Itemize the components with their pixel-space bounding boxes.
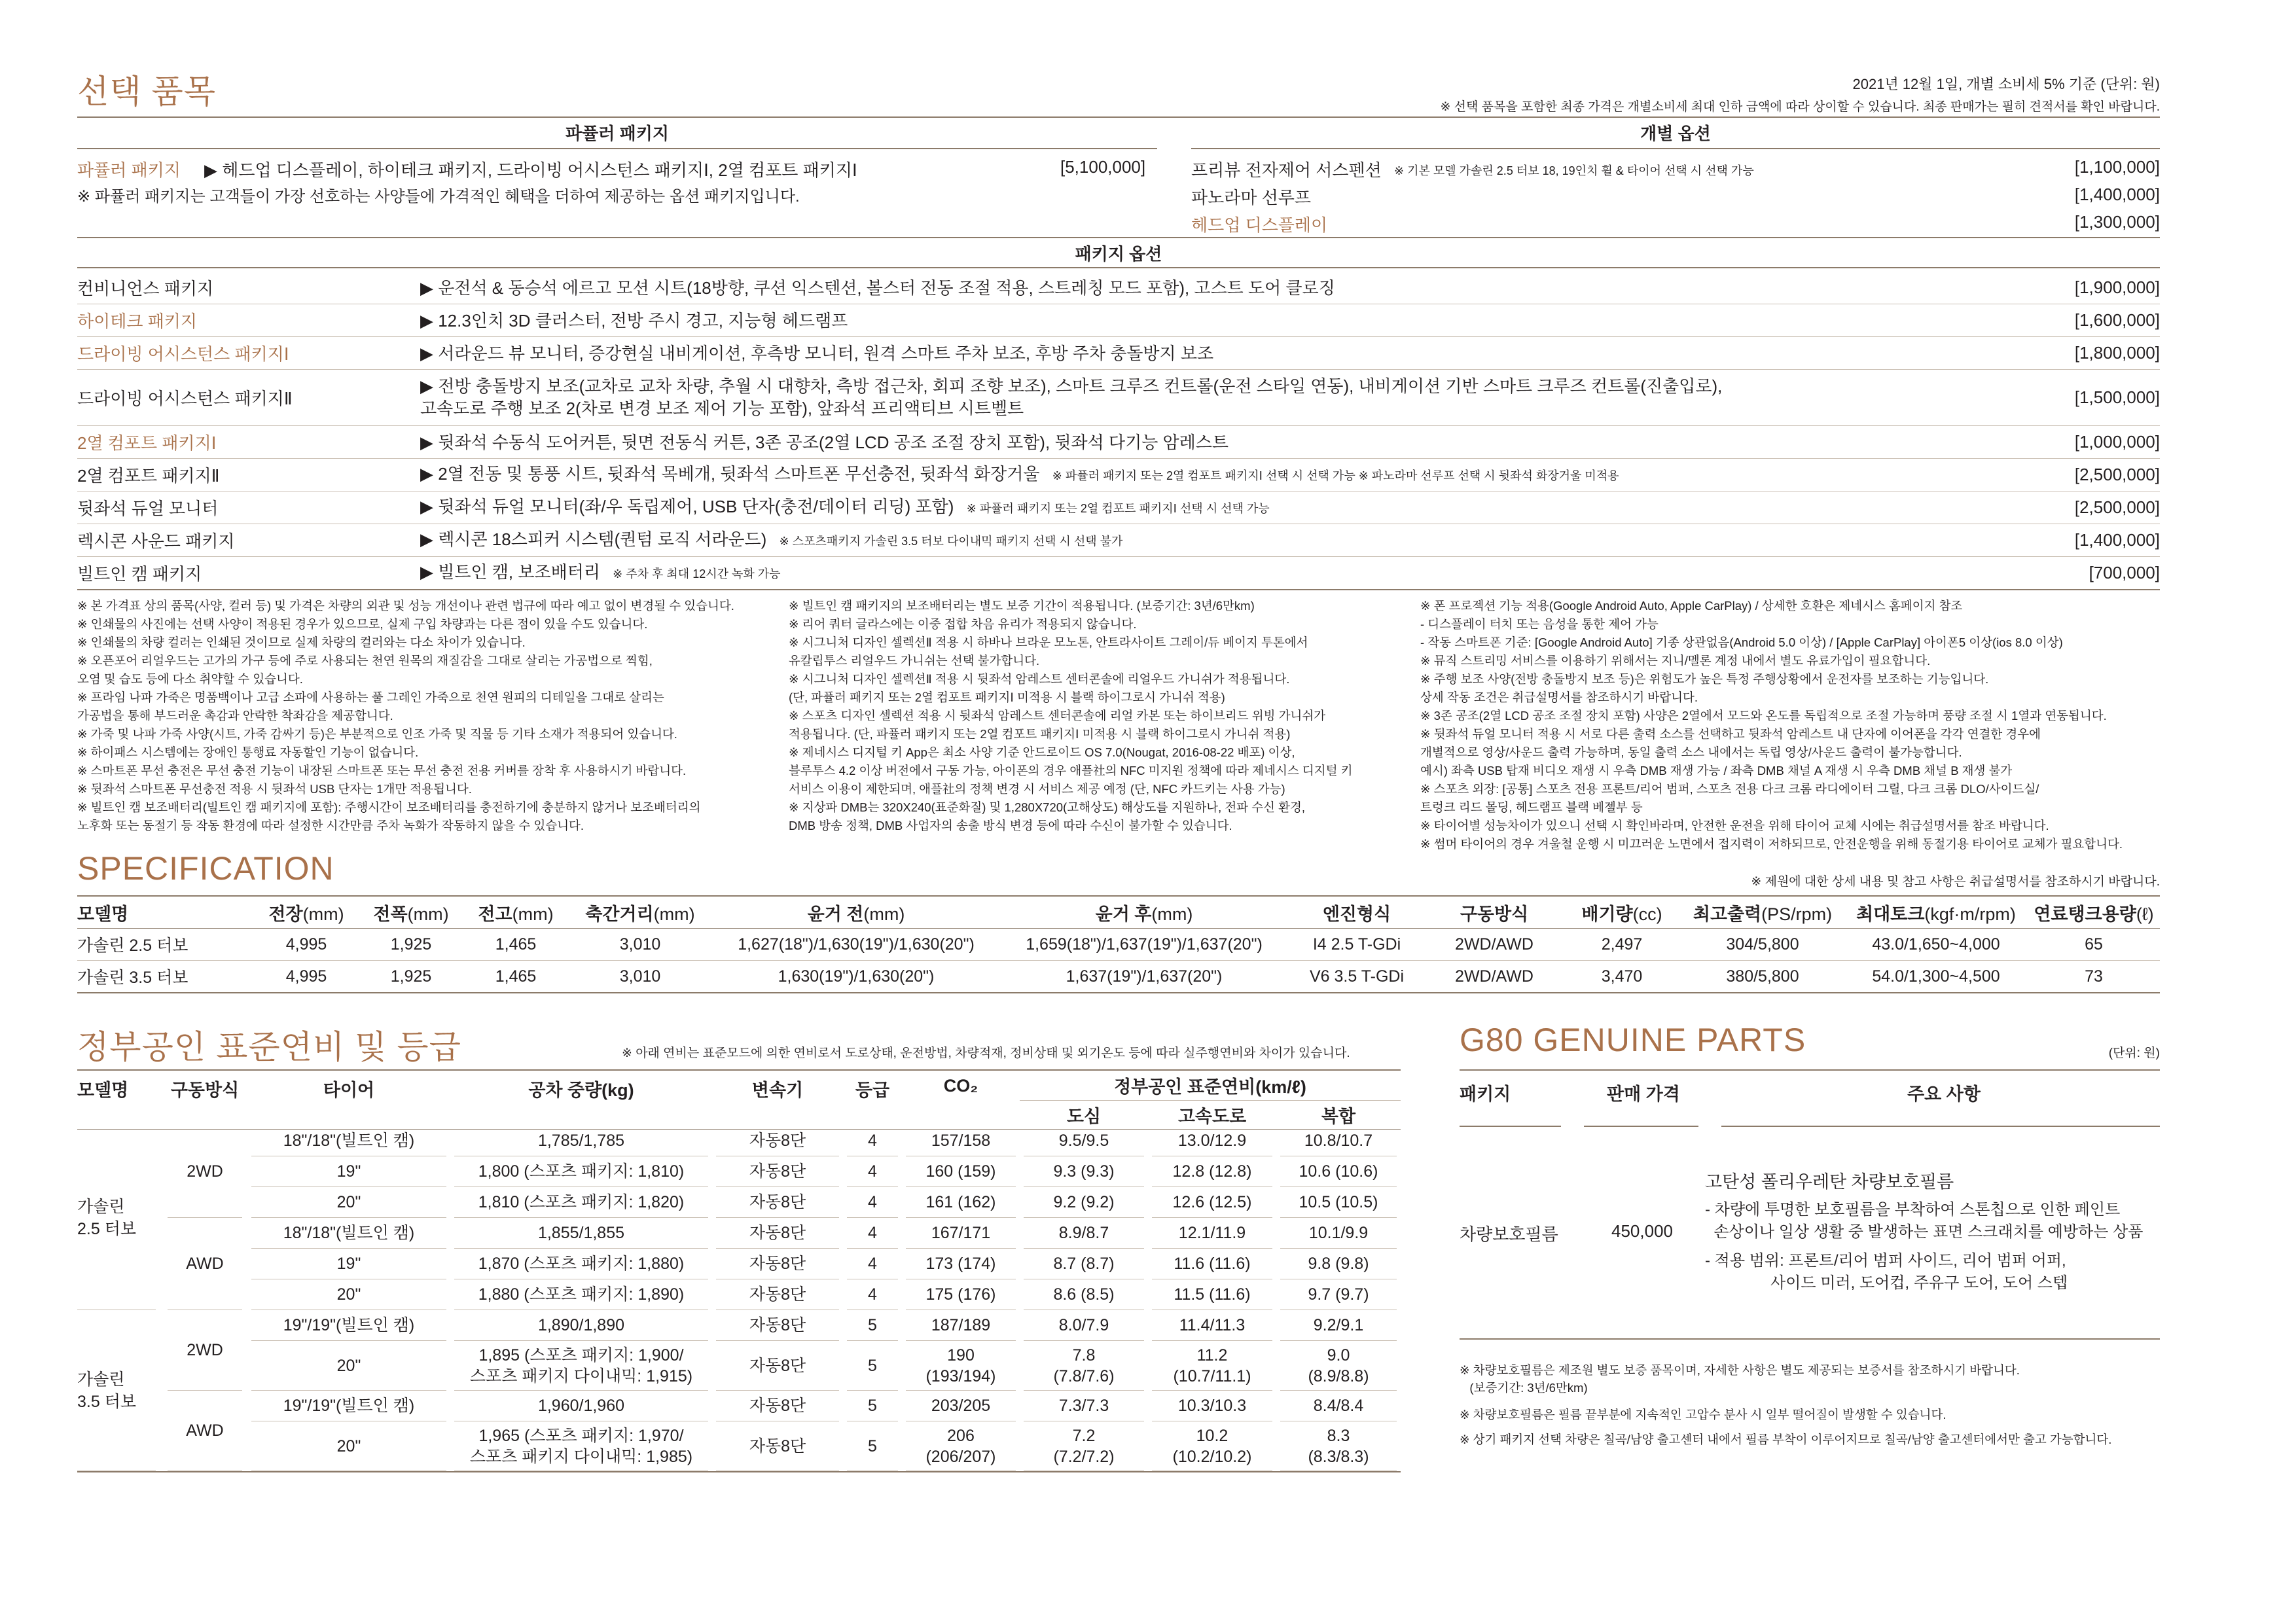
parts-note: ※ 차량보호필름은 필름 끝부분에 지속적인 고압수 분사 시 일부 떨어질이 발생할 수 있습니다. [1460,1408,1946,1421]
package-row [77,426,2160,458]
spec-header: 전장(mm) [254,896,359,929]
spec-cell: 가솔린 2.5 터보 [77,929,254,961]
spec-cell: 304/5,800 [1681,929,1844,961]
fuel-title: 정부공인 표준연비 및 등급 [77,1029,461,1065]
individual-item-price: [1,300,000] [2074,212,2160,232]
fuel-cell-combined: 9.0 (8.9/8.8) [1280,1341,1397,1391]
package-desc: ▶ 12.3인치 3D 클러스터, 전방 주시 경고, 지능형 헤드램프 [420,310,848,330]
fuel-cell-trans: 자동8단 [716,1279,839,1310]
spec-cell: 4,995 [254,961,359,993]
fuel-cell-combined: 8.4/8.4 [1280,1391,1397,1421]
package-price: [2,500,000] [2074,497,2160,517]
package-price: [1,800,000] [2074,343,2160,363]
package-name: 드라이빙 어시스턴스 패키지Ⅰ [77,344,289,364]
packages-heading: 패키지 옵션 [1075,244,1162,264]
fuel-cell-trans: 자동8단 [716,1126,839,1156]
individual-item-name: 헤드업 디스플레이 [1191,215,1328,235]
fuel-cell-weight: 1,785/1,785 [454,1126,708,1156]
fuel-cell-city: 7.3/7.3 [1024,1391,1144,1421]
fuel-header: 고속도로 [1148,1100,1276,1129]
fuel-cell-highway: 12.6 (12.5) [1152,1187,1272,1218]
fuel-cell-co2: 190 (193/194) [906,1341,1016,1391]
package-desc: ▶ 빌트인 캠, 보조배터리 [420,562,600,582]
parts-detail-1: - 차량에 투명한 보호필름을 부착하여 스톤칩으로 인한 페인트 손상이나 일상 생활 중 발생하는 표면 스크래치를 예방하는 상품 [1705,1201,2144,1241]
fuel-cell-trans: 자동8단 [716,1218,839,1249]
spec-header: 구동방식 [1426,896,1563,929]
parts-detail-2: - 적용 범위: 프론트/리어 범퍼 사이드, 리어 범퍼 어퍼, 사이드 미러, 도어컵, 주유구 도어, 도어 스텝 [1705,1252,2068,1292]
fuel-cell-city: 9.2 (9.2) [1024,1187,1144,1218]
fuel-cell-tire: 20" [251,1421,446,1471]
package-desc: ▶ 뒷좌석 수동식 도어커튼, 뒷면 전동식 커튼, 3존 공조(2열 LCD 공조 조절 장치 포함), 뒷좌석 다기능 암레스트 [420,432,1229,452]
fuel-cell-weight: 1,960/1,960 [454,1391,708,1421]
spec-header: 엔진형식 [1288,896,1426,929]
fuel-cell-highway: 10.2 (10.2/10.2) [1152,1421,1272,1471]
package-desc: ▶ 뒷좌석 듀얼 모니터(좌/우 독립제어, USB 단자(충전/데이터 리딩) 포함) [420,497,954,516]
package-row [77,459,2160,491]
package-row [77,491,2160,524]
fuel-header: 구동방식 [162,1070,247,1129]
spec-cell: 1,925 [359,929,463,961]
fuel-drive: 2WD [168,1310,242,1391]
fuel-cell-highway: 11.2 (10.7/11.1) [1152,1341,1272,1391]
fuel-cell-highway: 12.8 (12.8) [1152,1156,1272,1187]
spec-table [77,895,2160,993]
fuel-cell-weight: 1,855/1,855 [454,1218,708,1249]
fuel-cell-co2: 161 (162) [906,1187,1016,1218]
fuel-cell-trans: 자동8단 [716,1391,839,1421]
package-desc: ▶ 서라운드 뷰 모니터, 증강현실 내비게이션, 후측방 모니터, 원격 스마트 주차 보조, 후방 주차 충돌방지 보조 [420,343,1214,363]
package-price: [1,900,000] [2074,277,2160,297]
spec-header: 윤거 후(mm) [1000,896,1288,929]
fuel-bottom-rule [77,1471,1401,1472]
individual-item-name: 프리뷰 전자제어 서스펜션 [1191,160,1382,180]
spec-cell: 1,630(19")/1,630(20") [712,961,1000,993]
fuel-cell-tire: 18"/18"(빌트인 캠) [251,1218,446,1249]
spec-cell: 1,925 [359,961,463,993]
fuel-cell-highway: 12.1/11.9 [1152,1218,1272,1249]
package-note: ※ 파퓰러 패키지 또는 2열 컴포트 패키지Ⅰ 선택 시 선택 가능 ※ 파노라마 선루프 선택 시 뒷좌석 화장거울 미적용 [1052,469,1619,482]
fuel-cell-co2: 160 (159) [906,1156,1016,1187]
fuel-cell-city: 8.0/7.9 [1024,1310,1144,1341]
fuel-header: 등급 [843,1070,902,1129]
fuel-cell-weight: 1,895 (스포츠 패키지: 1,900/ 스포츠 패키지 다이내믹: 1,915) [454,1341,708,1391]
divider [77,116,2160,118]
fuel-cell-weight: 1,810 (스포츠 패키지: 1,820) [454,1187,708,1218]
package-name: 뒷좌석 듀얼 모니터 [77,499,219,518]
fuel-cell-city: 9.3 (9.3) [1024,1156,1144,1187]
package-name: 하이테크 패키지 [77,312,198,331]
package-note: ※ 주차 후 최대 12시간 녹화 가능 [613,567,781,580]
spec-cell: 2WD/AWD [1426,929,1563,961]
spec-cell: 1,465 [463,961,568,993]
individual-item-price: [1,100,000] [2074,157,2160,177]
package-desc: ▶ 전방 충돌방지 보조(교차로 교차 차량, 추월 시 대향차, 측방 접근차, 회피 조향 보조), 스마트 크루즈 컨트롤(운전 스타일 연동), 내비게이션 기반 스마트 크루즈 컨트롤(진출입로), 고속도로 주행 보조 2(차로 변경 보조 제어 기능 포함), 앞좌석 프리액티브 시트벨트 [420,376,1723,418]
fuel-cell-co2: 203/205 [906,1391,1016,1421]
fuel-cell-trans: 자동8단 [716,1310,839,1341]
spec-header: 전폭(mm) [359,896,463,929]
fuel-header: 타이어 [247,1070,450,1129]
popular-note: ※ 파퓰러 패키지는 고객들이 가장 선호하는 사양들에 가격적인 혜택을 더하여 제공하는 옵션 패키지입니다. [77,188,800,205]
parts-detail-title: 고탄성 폴리우레탄 차량보호필름 [1705,1172,1954,1192]
fuel-drive: AWD [168,1218,242,1310]
fuel-cell-highway: 10.3/10.3 [1152,1391,1272,1421]
popular-price: [5,100,000] [1060,157,1146,177]
fuel-cell-grade: 4 [847,1279,898,1310]
spec-cell: 3,010 [568,961,712,993]
spec-header: 축간거리(mm) [568,896,712,929]
individual-heading: 개별 옵션 [1640,124,1711,143]
package-row [77,337,2160,369]
fuel-drive: 2WD [168,1126,242,1218]
fuel-cell-weight: 1,880 (스포츠 패키지: 1,890) [454,1279,708,1310]
fuel-cell-tire: 20" [251,1279,446,1310]
fuel-cell-combined: 10.1/9.9 [1280,1218,1397,1249]
fuel-cell-grade: 4 [847,1156,898,1187]
fuel-header: 정부공인 표준연비(km/ℓ) [1020,1070,1401,1100]
page-title: 선택 품목 [77,73,217,110]
fuel-cell-grade: 5 [847,1341,898,1391]
date-note: 2021년 12월 1일, 개별 소비세 5% 기준 (단위: 원) [1852,76,2160,92]
spec-note: ※ 제원에 대한 상세 내용 및 참고 사항은 취급설명서를 참조하시기 바랍니다. [1751,875,2160,889]
individual-item-price: [1,400,000] [2074,185,2160,204]
spec-cell: 2,497 [1563,929,1681,961]
spec-cell: 54.0/1,300~4,500 [1844,961,2028,993]
package-name: 드라이빙 어시스턴스 패키지Ⅱ [77,388,293,408]
parts-header: 주요 사항 [1907,1084,1981,1104]
parts-item-price: 450,000 [1611,1221,1673,1241]
fuel-cell-combined: 9.2/9.1 [1280,1310,1397,1341]
package-row [77,370,2160,424]
popular-desc: ▶ 헤드업 디스플레이, 하이테크 패키지, 드라이빙 어시스턴스 패키지Ⅰ, 2열 컴포트 패키지Ⅰ [204,160,857,180]
fuel-cell-highway: 11.5 (11.6) [1152,1279,1272,1310]
fuel-cell-grade: 5 [847,1421,898,1471]
spec-cell: 1,627(18")/1,630(19")/1,630(20") [712,929,1000,961]
package-name: 렉시콘 사운드 패키지 [77,531,235,551]
parts-item-name: 차량보호필름 [1460,1224,1558,1244]
fuel-cell-highway: 11.4/11.3 [1152,1310,1272,1341]
table-row [77,961,2160,993]
fuel-cell-tire: 20" [251,1341,446,1391]
fuel-cell-city: 9.5/9.5 [1024,1126,1144,1156]
spec-cell: 3,010 [568,929,712,961]
table-row [77,929,2160,961]
parts-header: 패키지 [1460,1084,1511,1104]
spec-cell: 73 [2028,961,2160,993]
fuel-cell-tire: 19" [251,1249,446,1279]
fuel-cell-city: 8.7 (8.7) [1024,1249,1144,1279]
spec-cell: 2WD/AWD [1426,961,1563,993]
fuel-model: 가솔린 2.5 터보 [77,1126,156,1310]
package-price: [1,500,000] [2074,387,2160,407]
package-price: [1,600,000] [2074,310,2160,330]
fuel-header: 도심 [1020,1100,1148,1129]
divider [77,589,2160,590]
package-name: 2열 컴포트 패키지Ⅱ [77,466,220,486]
spec-header: 연료탱크용량(ℓ) [2028,896,2160,929]
parts-header: 판매 가격 [1607,1084,1680,1104]
fuel-cell-tire: 19"/19"(빌트인 캠) [251,1310,446,1341]
fuel-note: ※ 아래 연비는 표준모드에 의한 연비로서 도로상태, 운전방법, 차량적재, 정비상태 및 외기온도 등에 따라 실주행연비와 차이가 있습니다. [622,1046,1350,1060]
parts-note: ※ 상기 패키지 선택 차량은 칠곡/남양 출고센터 내에서 필름 부착이 이루어지므로 칠곡/남양 출고센터에서만 출고 가능합니다. [1460,1433,2112,1446]
package-price: [1,400,000] [2074,530,2160,550]
fuel-cell-combined: 9.7 (9.7) [1280,1279,1397,1310]
fuel-cell-combined: 10.6 (10.6) [1280,1156,1397,1187]
package-row [77,557,2160,589]
popular-name: 파퓰러 패키지 [77,160,181,180]
fuel-header: 복합 [1276,1100,1401,1129]
package-row [77,304,2160,336]
package-note: ※ 파퓰러 패키지 또는 2열 컴포트 패키지Ⅰ 선택 시 선택 가능 [966,502,1270,515]
spec-header: 최고출력(PS/rpm) [1681,896,1844,929]
price-note: ※ 선택 품목을 포함한 최종 가격은 개별소비세 최대 인하 금액에 따라 상이할 수 있습니다. 최종 판매가는 필히 견적서를 확인 바랍니다. [1440,100,2160,114]
fuel-model: 가솔린 3.5 터보 [77,1310,156,1471]
fuel-cell-grade: 4 [847,1218,898,1249]
footnotes-col-2: ※ 빌트인 캠 패키지의 보조배터리는 별도 보증 기간이 적용됩니다. (보증기간: 3년/6만km) ※ 리어 쿼터 글라스에는 이중 접합 차음 유리가 적용되지 않습니다. ※ 시그니처 디자인 셀렉션Ⅱ 적용 시 하바나 브라운 모노톤, 안트라사이트 그레이/듀 베이지 투톤에서 유칼립투스 리얼우드 가니쉬는 선택 불가합니다. ※ 시그니처 디자인 셀렉션Ⅱ 적용 시 뒷좌석 암레스트 센터콘솔에 리얼우드 가니쉬가 적용됩니다. (단, 파퓰러 패키지 또는 2열 컴포트 패키지Ⅰ 미적용 시 블랙 하이그로시 가니쉬 적용) ※ 스포츠 디자인 셀렉션 적용 시 뒷좌석 암레스트 센터콘솔에 리얼 카본 또는 하이브리드 위빙 가니쉬가 적용됩니다. (단, 파퓰러 패키지 또는 2열 컴포트 패키지Ⅰ 미적용 시 블랙 하이그로시 가니쉬 적용) ※ 제네시스 디지털 키 App은 최소 사양 기준 안드로이드 OS 7.0(Nougat, 2016-08-22 배포) 이상, 블루투스 4.2 이상 버전에서 구동 가능, 아이폰의 경우 애플社의 NFC 미지원 정책에 따라 제네시스 디지털 키 서비스 이용이 제한되며, 애플社의 정책 변경 시 서비스 제공 예정 (단, NFC 카드키는 사용 가능) ※ 지상파 DMB는 320X240(표준화질) 및 1,280X720(고해상도) 해상도를 지원하나, 전파 수신 환경, DMB 방송 정책, DMB 사업자의 송출 방식 변경 등에 따라 수신이 불가할 수 있습니다. [789,599,1353,832]
fuel-cell-co2: 157/158 [906,1126,1016,1156]
fuel-cell-city: 8.9/8.7 [1024,1218,1144,1249]
fuel-cell-combined: 8.3 (8.3/8.3) [1280,1421,1397,1471]
fuel-cell-city: 7.2 (7.2/7.2) [1024,1421,1144,1471]
fuel-cell-weight: 1,890/1,890 [454,1310,708,1341]
fuel-cell-trans: 자동8단 [716,1187,839,1218]
divider [77,237,2160,238]
fuel-cell-co2: 187/189 [906,1310,1016,1341]
spec-header: 최대토크(kgf·m/rpm) [1844,896,2028,929]
fuel-header: 변속기 [712,1070,843,1129]
fuel-cell-co2: 206 (206/207) [906,1421,1016,1471]
package-desc: ▶ 2열 전동 및 통풍 시트, 뒷좌석 목베개, 뒷좌석 스마트폰 무선충전, 뒷좌석 화장거울 [420,464,1040,484]
fuel-cell-weight: 1,965 (스포츠 패키지: 1,970/ 스포츠 패키지 다이내믹: 1,985) [454,1421,708,1471]
package-note: ※ 스포츠패키지 가솔린 3.5 터보 다이내믹 패키지 선택 시 선택 불가 [779,535,1123,548]
spec-cell: 380/5,800 [1681,961,1844,993]
fuel-cell-co2: 167/171 [906,1218,1016,1249]
spec-cell: 43.0/1,650~4,000 [1844,929,2028,961]
fuel-cell-co2: 175 (176) [906,1279,1016,1310]
package-price: [1,000,000] [2074,432,2160,452]
fuel-table [77,1069,1401,1130]
fuel-cell-trans: 자동8단 [716,1156,839,1187]
popular-heading: 파퓰러 패키지 [565,124,669,143]
spec-cell: I4 2.5 T-GDi [1288,929,1426,961]
fuel-cell-tire: 19"/19"(빌트인 캠) [251,1391,446,1421]
fuel-cell-grade: 5 [847,1310,898,1341]
fuel-cell-grade: 4 [847,1249,898,1279]
footnotes-col-3: ※ 폰 프로젝션 기능 적용(Google Android Auto, Apple CarPlay) / 상세한 호환은 제네시스 홈페이지 참조 - 디스플레이 터치 또는 음성을 통한 제어 가능 - 작동 스마트폰 기준: [Google Android Auto] 기종 상관없음(Android 5.0 이상) / [Apple CarPlay] 아이폰5 이상(ios 8.0 이상) ※ 뮤직 스트리밍 서비스를 이용하기 위해서는 지니/멜론 계정 내에서 별도 유료가입이 필요합니다. ※ 주행 보조 사양(전방 충돌방지 보조 등)은 위험도가 높은 특정 주행상황에서 운전자를 보조하는 기능입니다. 상세 작동 조건은 취급설명서를 참조하시기 바랍니다. ※ 3존 공조(2열 LCD 공조 조절 장치 포함) 사양은 2열에서 모드와 온도를 독립적으로 조절 가능하며 풍량 조절 시 1열과 연동됩니다. ※ 뒷좌석 듀얼 모니터 적용 시 서로 다른 출력 소스를 선택하고 뒷좌석 암레스트 내 단자에 이어폰을 각각 연결한 경우에 개별적으로 영상/사운드 출력 가능하며, 동일 출력 소스 내에서는 독립 영상/사운드 출력이 불가능합니다. 예시) 좌측 USB 탑재 비디오 재생 시 우측 DMB 재생 가능 / 좌측 DMB 채널 A 재생 시 우측 DMB 채널 B 재생 불가 ※ 스포츠 외장: [공통] 스포츠 전용 프론트/리어 범퍼, 스포츠 전용 다크 크롬 라디에이터 그릴, 다크 크롬 DLO/사이드실/ 트렁크 리드 몰딩, 헤드램프 블랙 베젤부 등 ※ 타이어별 성능차이가 있으니 선택 시 확인바라며, 안전한 운전을 위해 타이어 교체 시에는 취급설명서를 참조 바랍니다. ※ 썸머 타이어의 경우 겨울철 운행 시 미끄러운 노면에서 접지력이 저하되므로, 안전운행을 위해 동절기용 타이어로 교체가 필요합니다. [1420,599,2123,851]
divider [1191,148,2160,149]
fuel-cell-highway: 11.6 (11.6) [1152,1249,1272,1279]
fuel-cell-grade: 4 [847,1187,898,1218]
spec-title: SPECIFICATION [77,850,334,887]
fuel-cell-trans: 자동8단 [716,1341,839,1391]
fuel-header: 공차 중량(kg) [450,1070,712,1129]
spec-cell: 1,637(19")/1,637(20") [1000,961,1288,993]
package-desc: ▶ 렉시콘 18스피커 시스템(퀀텀 로직 서라운드) [420,529,767,549]
package-price: [700,000] [2089,563,2160,582]
spec-header: 모델명 [77,896,254,929]
package-row [77,272,2160,304]
fuel-cell-trans: 자동8단 [716,1249,839,1279]
fuel-cell-highway: 13.0/12.9 [1152,1126,1272,1156]
fuel-cell-grade: 4 [847,1126,898,1156]
package-name: 빌트인 캠 패키지 [77,564,202,584]
package-name: 2열 컴포트 패키지Ⅰ [77,433,217,453]
fuel-cell-combined: 9.8 (9.8) [1280,1249,1397,1279]
package-name: 컨비니언스 패키지 [77,279,214,298]
spec-cell: 1,465 [463,929,568,961]
divider [77,148,1157,149]
fuel-header: CO₂ [902,1070,1020,1129]
spec-header: 윤거 전(mm) [712,896,1000,929]
fuel-cell-city: 7.8 (7.8/7.6) [1024,1341,1144,1391]
spec-cell: 1,659(18")/1,637(19")/1,637(20") [1000,929,1288,961]
fuel-cell-combined: 10.8/10.7 [1280,1126,1397,1156]
fuel-header: 모델명 [77,1070,162,1129]
fuel-cell-city: 8.6 (8.5) [1024,1279,1144,1310]
spec-cell: 가솔린 3.5 터보 [77,961,254,993]
spec-header: 전고(mm) [463,896,568,929]
footnotes-col-1: ※ 본 가격표 상의 품목(사양, 컬러 등) 및 가격은 차량의 외관 및 성능 개선이나 관련 법규에 따라 예고 없이 변경될 수 있습니다. ※ 인쇄물의 사진에는 선택 사양이 적용된 경우가 있으므로, 실제 구입 차량과는 다른 점이 있을 수도 있습니다. ※ 인쇄물의 차량 컬러는 인쇄된 것이므로 실제 차량의 컬러와는 다소 차이가 있습니다. ※ 오픈포어 리얼우드는 고가의 가구 등에 주로 사용되는 천연 원목의 재질감을 그대로 살리는 가공법으로 찍힘, 오염 및 습도 등에 다소 취약할 수 있습니다. ※ 프라임 나파 가죽은 명품백이나 고급 소파에 사용하는 풀 그레인 가죽으로 천연 원피의 디테일을 그대로 살리는 가공법을 통해 부드러운 촉감과 안락한 착좌감을 제공합니다. ※ 가죽 및 나파 가죽 사양(시트, 가죽 감싸기 등)은 부분적으로 인조 가죽 및 직물 등 기타 소재가 적용되어 있습니다. ※ 하이패스 시스템에는 장애인 통행료 자동할인 기능이 없습니다. ※ 스마트폰 무선 충전은 무선 충전 기능이 내장된 스마트폰 또는 무선 충전 전용 커버를 장착 후 사용하시기 바랍니다. ※ 뒷좌석 스마트폰 무선충전 적용 시 뒷좌석 USB 단자는 1개만 적용됩니다. ※ 빌트인 캠 보조배터리(빌트인 캠 패키지에 포함): 주행시간이 보조배터리를 충전하기에 충분하지 않거나 보조배터리의 노후화 또는 동절기 등 작동 환경에 따라 설정한 시간만큼 주차 녹화가 작동하지 않을 수 있습니다. [77,599,734,832]
parts-title: G80 GENUINE PARTS [1460,1022,1806,1058]
fuel-header-row [77,1070,1401,1100]
fuel-cell-grade: 5 [847,1391,898,1421]
spec-cell: 3,470 [1563,961,1681,993]
spec-cell: V6 3.5 T-GDi [1288,961,1426,993]
fuel-cell-trans: 자동8단 [716,1421,839,1471]
fuel-cell-co2: 173 (174) [906,1249,1016,1279]
fuel-cell-weight: 1,870 (스포츠 패키지: 1,880) [454,1249,708,1279]
package-row [77,524,2160,556]
fuel-cell-weight: 1,800 (스포츠 패키지: 1,810) [454,1156,708,1187]
spec-cell: 65 [2028,929,2160,961]
package-price: [2,500,000] [2074,465,2160,484]
parts-unit: (단위: 원) [2108,1046,2160,1060]
divider [77,267,2160,268]
parts-note: ※ 차량보호필름은 제조원 별도 보증 품목이며, 자세한 사항은 별도 제공되는 보증서를 참조하시기 바랍니다. (보증기간: 3년/6만km) [1460,1363,2020,1395]
individual-item-note: ※ 기본 모델 가솔린 2.5 터보 18, 19인치 휠 & 타이어 선택 시 선택 가능 [1394,164,1754,177]
fuel-cell-tire: 19" [251,1156,446,1187]
fuel-drive: AWD [168,1391,242,1471]
individual-item-name: 파노라마 선루프 [1191,188,1312,207]
spec-header-row [77,896,2160,929]
fuel-cell-tire: 20" [251,1187,446,1218]
fuel-cell-combined: 10.5 (10.5) [1280,1187,1397,1218]
spec-cell: 4,995 [254,929,359,961]
spec-header: 배기량(cc) [1563,896,1681,929]
fuel-cell-tire: 18"/18"(빌트인 캠) [251,1126,446,1156]
package-desc: ▶ 운전석 & 동승석 에르고 모션 시트(18방향, 쿠션 익스텐션, 볼스터 전동 조절 적용, 스트레칭 모드 포함), 고스트 도어 클로징 [420,277,1335,298]
